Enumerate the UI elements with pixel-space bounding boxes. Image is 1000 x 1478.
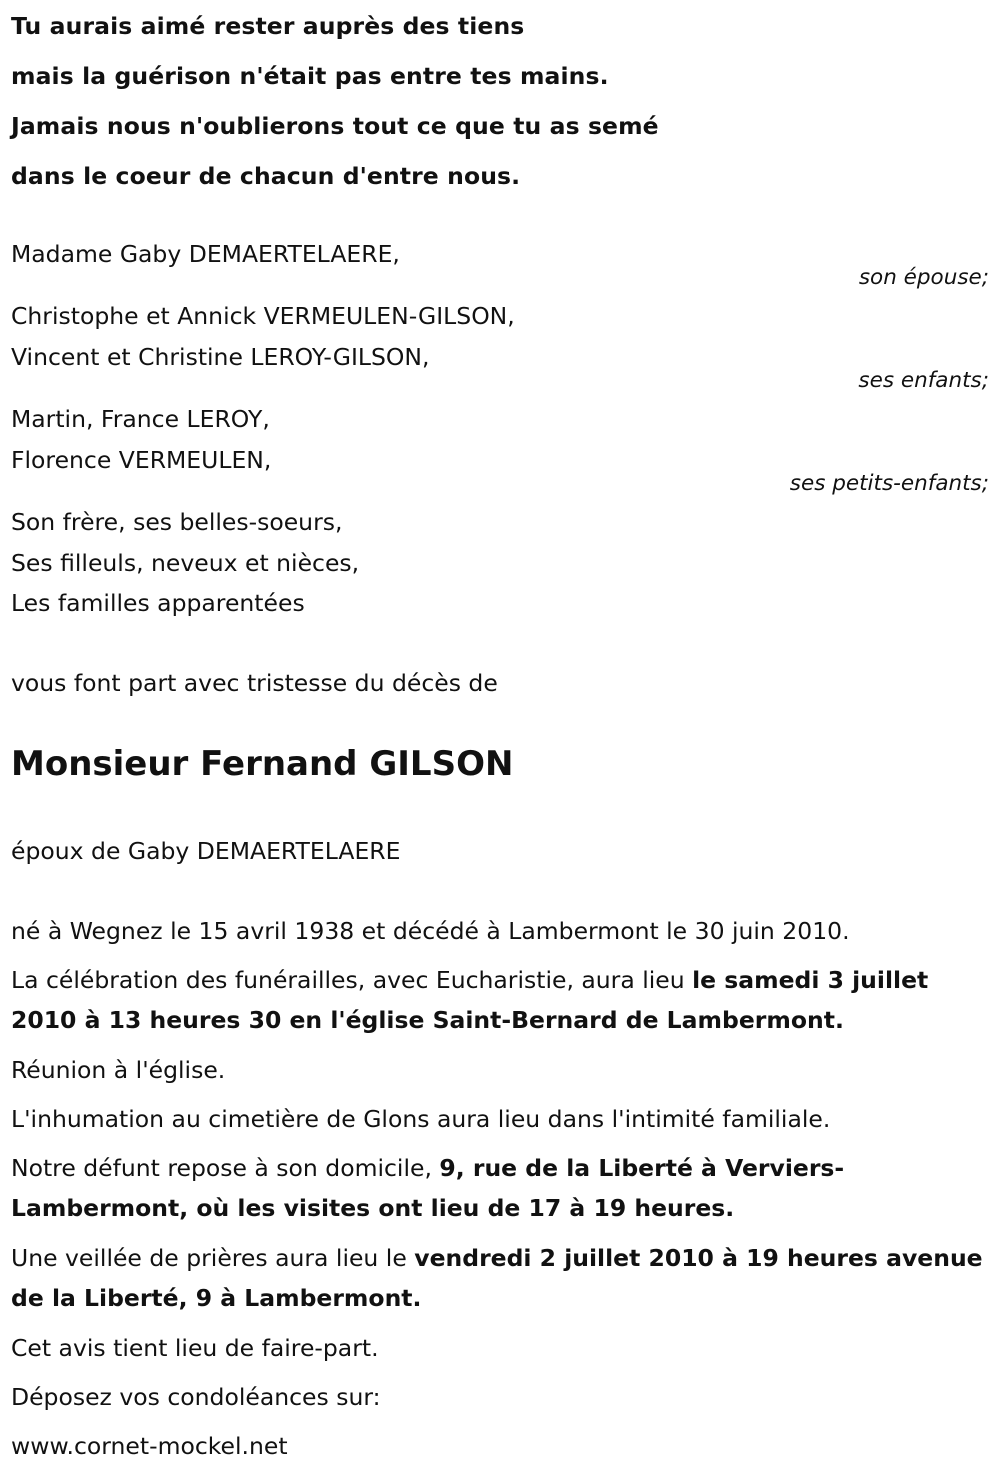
- funeral-details: [11, 960, 986, 1040]
- other-relatives: Ses filleuls, neveux et nièces,: [11, 549, 360, 577]
- spouse-name: Madame Gaby DEMAERTELAERE,: [11, 240, 400, 268]
- spouse-of: époux de Gaby DEMAERTELAERE: [11, 837, 401, 865]
- meeting-note: Réunion à l'église.: [11, 1056, 226, 1084]
- other-relatives: Les familles apparentées: [11, 589, 305, 617]
- children-role: ses enfants;: [858, 368, 989, 393]
- funeral-bold: le samedi 3 juillet 2010 à 13 heures 30 en l'église Saint-Bernard de Lambermont.: [11, 966, 929, 1034]
- rest-details: [11, 1148, 986, 1228]
- poem: [11, 1, 659, 201]
- rest-bold: 9, rue de la Liberté à Verviers-Lambermont, où les visites ont lieu de 17 à 19 heures.: [11, 1154, 845, 1222]
- poem-line: Jamais nous n'oublierons tout ce que tu as semé: [11, 112, 659, 140]
- vigil-details: [11, 1238, 986, 1318]
- rest-prefix: Notre défunt repose à son domicile,: [11, 1154, 440, 1182]
- spouse-role: son épouse;: [858, 265, 989, 290]
- poem-line: Tu aurais aimé rester auprès des tiens: [11, 12, 525, 40]
- grandchild-name: Florence VERMEULEN,: [11, 446, 272, 474]
- poem-line: dans le coeur de chacun d'entre nous.: [11, 162, 521, 190]
- notice-text: Cet avis tient lieu de faire-part.: [11, 1334, 379, 1362]
- birth-death-dates: né à Wegnez le 15 avril 1938 et décédé à Lambermont le 30 juin 2010.: [11, 917, 850, 945]
- grandchild-name: Martin, France LEROY,: [11, 405, 270, 433]
- deceased-name: Monsieur Fernand GILSON: [11, 744, 514, 784]
- website-link[interactable]: www.cornet-mockel.net: [11, 1432, 288, 1460]
- poem-line: mais la guérison n'était pas entre tes mains.: [11, 62, 609, 90]
- other-relatives: Son frère, ses belles-soeurs,: [11, 508, 343, 536]
- child-name: Christophe et Annick VERMEULEN-GILSON,: [11, 302, 515, 330]
- grandchildren-role: ses petits-enfants;: [789, 471, 989, 496]
- funeral-prefix: La célébration des funérailles, avec Eucharistie, aura lieu: [11, 966, 693, 994]
- announcement: vous font part avec tristesse du décès de: [11, 669, 498, 697]
- condolences-label: Déposez vos condoléances sur:: [11, 1383, 381, 1411]
- child-name: Vincent et Christine LEROY-GILSON,: [11, 343, 430, 371]
- vigil-bold: vendredi 2 juillet 2010 à 19 heures avenue de la Liberté, 9 à Lambermont.: [11, 1244, 983, 1312]
- vigil-prefix: Une veillée de prières aura lieu le: [11, 1244, 415, 1272]
- burial-note: L'inhumation au cimetière de Glons aura lieu dans l'intimité familiale.: [11, 1105, 831, 1133]
